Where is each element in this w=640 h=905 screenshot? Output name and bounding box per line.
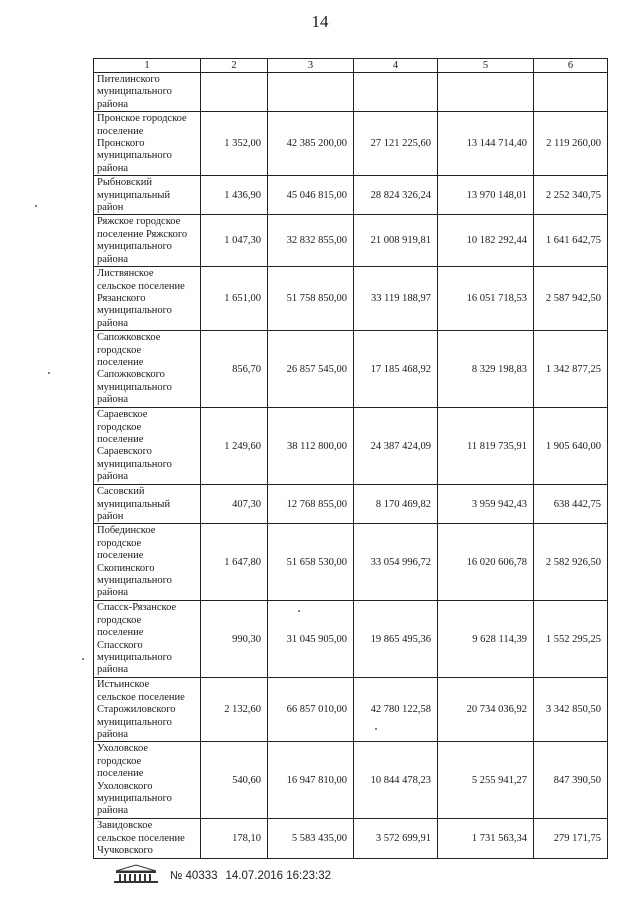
value-cell-col3: 12 768 855,00 [268,485,354,524]
column-header-5: 5 [438,59,534,73]
value-cell-col6: 2 119 260,00 [534,112,608,176]
table-row [94,524,608,601]
value-cell-col6 [534,73,608,112]
municipality-name-cell: Пронское городское поселение Пронского муниципального района [94,112,201,176]
value-cell-col3: 32 832 855,00 [268,215,354,267]
municipality-name-cell: Завидовское сельское поселение Чучковского [94,819,201,858]
value-cell-col2: 2 132,60 [201,678,268,742]
municipality-name-cell: Спасск-Рязанское городское поселение Спасского муниципального района [94,601,201,678]
value-cell-col3: 51 758 850,00 [268,267,354,331]
scan-speck [82,658,84,660]
scan-speck [375,728,377,730]
value-cell-col4: 21 008 919,81 [354,215,438,267]
value-cell-col2: 540,60 [201,742,268,819]
value-cell-col3: 45 046 815,00 [268,176,354,215]
value-cell-col4: 17 185 468,92 [354,331,438,408]
value-cell-col6: 3 342 850,50 [534,678,608,742]
column-header-6: 6 [534,59,608,73]
value-cell-col6: 1 905 640,00 [534,408,608,485]
value-cell-col5: 13 970 148,01 [438,176,534,215]
value-cell-col5: 3 959 942,43 [438,485,534,524]
document-number: № 40333 [170,870,218,882]
table-header [94,59,608,73]
value-cell-col4 [354,73,438,112]
value-cell-col4: 8 170 469,82 [354,485,438,524]
value-cell-col3: 66 857 010,00 [268,678,354,742]
value-cell-col5: 16 020 606,78 [438,524,534,601]
value-cell-col6: 1 641 642,75 [534,215,608,267]
value-cell-col6: 847 390,50 [534,742,608,819]
scan-speck [298,610,300,612]
value-cell-col4: 28 824 326,24 [354,176,438,215]
value-cell-col2: 1 047,30 [201,215,268,267]
value-cell-col5: 20 734 036,92 [438,678,534,742]
value-cell-col6: 279 171,75 [534,819,608,858]
value-cell-col6: 638 442,75 [534,485,608,524]
municipality-name-cell: Истьинское сельское поселение Старожиловского муниципального района [94,678,201,742]
value-cell-col5 [438,73,534,112]
value-cell-col6: 1 552 295,25 [534,601,608,678]
value-cell-col3 [268,73,354,112]
scan-speck [48,372,50,374]
document-timestamp: 14.07.2016 16:23:32 [225,870,332,882]
value-cell-col5: 1 731 563,34 [438,819,534,858]
scan-speck [35,205,37,207]
column-header-1: 1 [94,59,201,73]
value-cell-col6: 1 342 877,25 [534,331,608,408]
value-cell-col5: 11 819 735,91 [438,408,534,485]
value-cell-col2: 178,10 [201,819,268,858]
value-cell-col3: 31 045 905,00 [268,601,354,678]
municipality-name-cell: Ряжское городское поселение Ряжского муниципального района [94,215,201,267]
page-number: 14 [311,12,329,31]
value-cell-col4: 19 865 495,36 [354,601,438,678]
column-header-2: 2 [201,59,268,73]
table-body [94,73,608,859]
value-cell-col5: 9 628 114,39 [438,601,534,678]
value-cell-col4: 33 054 996,72 [354,524,438,601]
data-table [93,58,608,859]
value-cell-col3: 26 857 545,00 [268,331,354,408]
value-cell-col2: 407,30 [201,485,268,524]
value-cell-col6: 2 252 340,75 [534,176,608,215]
footer [110,864,331,888]
value-cell-col5: 13 144 714,40 [438,112,534,176]
value-cell-col4: 42 780 122,58 [354,678,438,742]
table-row [94,678,608,742]
value-cell-col4: 27 121 225,60 [354,112,438,176]
value-cell-col3: 5 583 435,00 [268,819,354,858]
column-header-3: 3 [268,59,354,73]
value-cell-col2: 1 647,80 [201,524,268,601]
municipality-name-cell: Сараевское городское поселение Сараевского муниципального района [94,408,201,485]
value-cell-col3: 38 112 800,00 [268,408,354,485]
table-row [94,601,608,678]
municipality-name-cell: Листвянское сельское поселение Рязанского муниципального района [94,267,201,331]
value-cell-col2: 1 436,90 [201,176,268,215]
value-cell-col5: 10 182 292,44 [438,215,534,267]
value-cell-col5: 16 051 718,53 [438,267,534,331]
value-cell-col2: 856,70 [201,331,268,408]
building-emblem-icon [110,863,162,890]
table-row [94,73,608,112]
column-header-4: 4 [354,59,438,73]
table-row [94,331,608,408]
table-row [94,485,608,524]
municipality-name-cell: Побединское городское поселение Скопинского муниципального района [94,524,201,601]
municipality-name-cell: Рыбновский муниципальный район [94,176,201,215]
value-cell-col3: 16 947 810,00 [268,742,354,819]
value-cell-col4: 24 387 424,09 [354,408,438,485]
value-cell-col3: 51 658 530,00 [268,524,354,601]
value-cell-col2: 1 352,00 [201,112,268,176]
municipality-name-cell: Сасовский муниципальный район [94,485,201,524]
value-cell-col4: 33 119 188,97 [354,267,438,331]
value-cell-col4: 3 572 699,91 [354,819,438,858]
table-row [94,112,608,176]
value-cell-col4: 10 844 478,23 [354,742,438,819]
municipality-name-cell: Сапожковское городское поселение Сапожковского муниципального района [94,331,201,408]
value-cell-col6: 2 587 942,50 [534,267,608,331]
municipality-name-cell: Пителинского муниципального района [94,73,201,112]
value-cell-col3: 42 385 200,00 [268,112,354,176]
value-cell-col2: 1 651,00 [201,267,268,331]
value-cell-col2: 1 249,60 [201,408,268,485]
table-row [94,267,608,331]
table-row [94,819,608,858]
value-cell-col2: 990,30 [201,601,268,678]
header-row [94,59,608,73]
value-cell-col5: 8 329 198,83 [438,331,534,408]
table-row [94,742,608,819]
value-cell-col5: 5 255 941,27 [438,742,534,819]
table-row [94,176,608,215]
municipality-name-cell: Ухоловское городское поселение Ухоловского муниципального района [94,742,201,819]
value-cell-col6: 2 582 926,50 [534,524,608,601]
table-row [94,408,608,485]
value-cell-col2 [201,73,268,112]
table-row [94,215,608,267]
